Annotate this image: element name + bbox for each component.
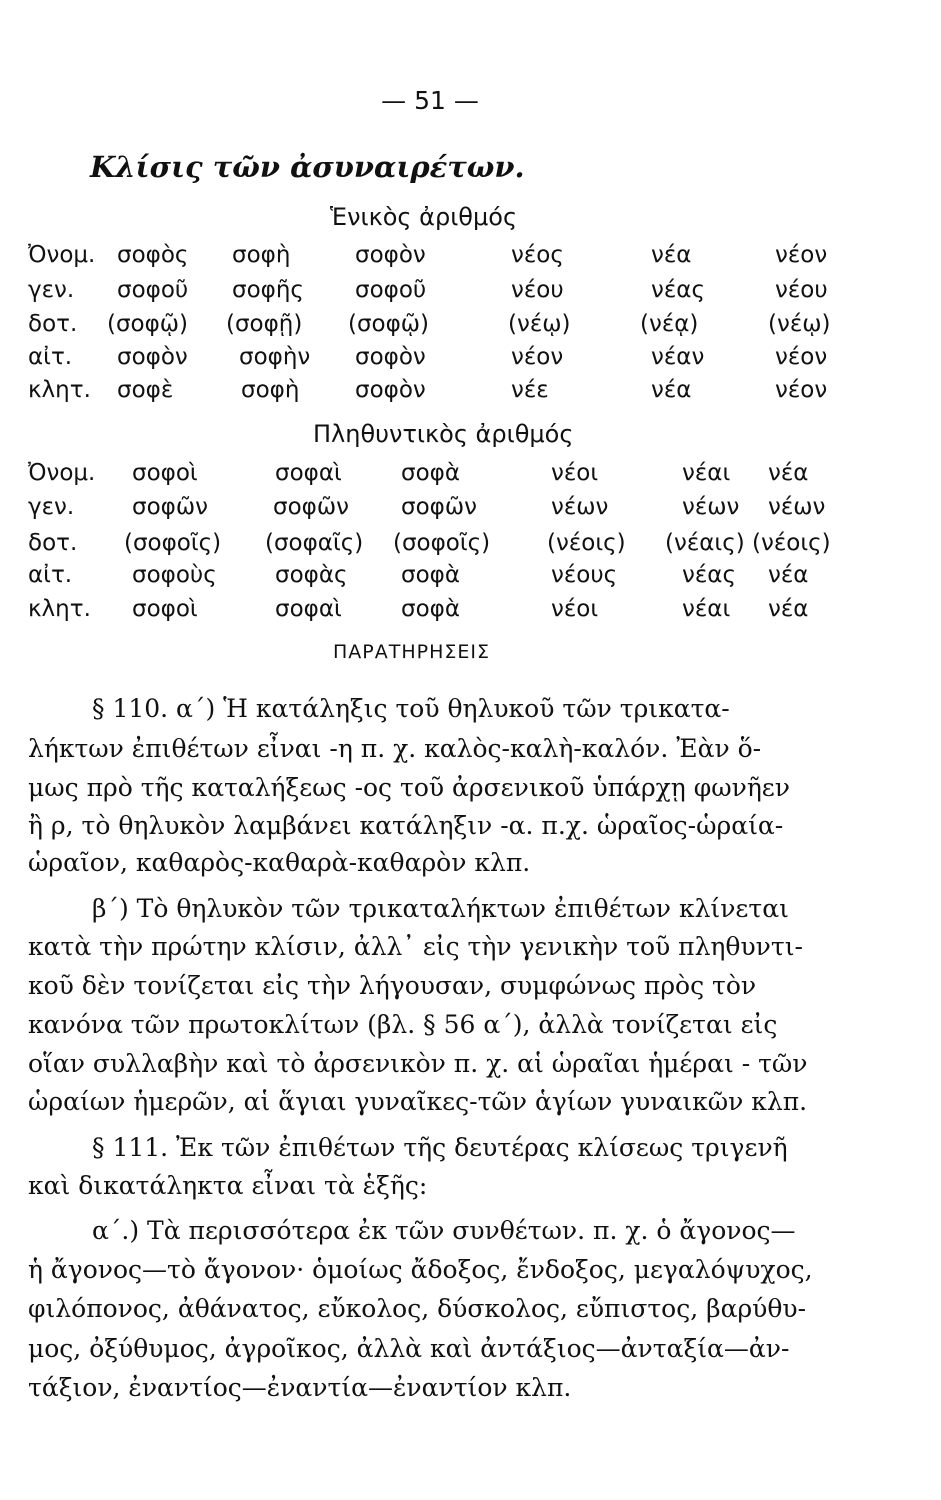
case-label: κλητ. [28, 377, 91, 403]
case-label: Ὀνομ. [28, 460, 96, 486]
table-cell: νέον [775, 242, 828, 268]
case-label: γεν. [28, 277, 75, 303]
table-cell: σοφὸν [355, 344, 426, 370]
table-cell: σοφοὶ [132, 596, 198, 622]
table-cell: σοφὰ [401, 596, 460, 622]
text-line: φιλόπονος, ἀθάνατος, εὔκολος, δύσκολος, εὔπιστος, βαρύθυ- [28, 1294, 807, 1323]
text-line: β΄) Τὸ θηλυκὸν τῶν τρικαταλήκτων ἐπιθέτων κλίνεται [92, 894, 789, 923]
table-cell: νέοι [551, 460, 599, 486]
table-cell: νέα [768, 460, 809, 486]
observations-heading: ΠΑΡΑΤΗΡΗΣΕΙΣ [333, 641, 490, 663]
text-line: καὶ δικατάληκτα εἶναι τὰ ἑξῆς: [28, 1171, 428, 1200]
table-cell: σοφὸν [117, 344, 188, 370]
table-cell: νέε [511, 377, 549, 403]
page-number: — 51 — [381, 86, 479, 115]
table-cell: νέον [775, 344, 828, 370]
table-cell: νέας [682, 562, 736, 588]
table-cell: σοφὴ [232, 242, 291, 268]
table-cell: σοφῶν [132, 494, 208, 520]
table-cell: σοφὲ [117, 377, 174, 403]
table-cell: σοφὴ [241, 377, 300, 403]
case-label: γεν. [28, 494, 75, 520]
text-line: κατὰ τὴν πρώτην κλίσιν, ἀλλ᾽ εἰς τὴν γενικὴν τοῦ πληθυντι- [28, 932, 803, 961]
table-cell: νέοι [551, 596, 599, 622]
table-cell: (νέαις) [665, 530, 745, 556]
text-line: τάξιον, ἐναντίος—ἐναντία—ἐναντίον κλπ. [28, 1373, 572, 1402]
table-cell: (σοφῷ) [348, 311, 430, 337]
table-cell: (σοφοῖς) [393, 530, 491, 556]
table-cell: νέαι [682, 596, 731, 622]
text-line: § 111. Ἐκ τῶν ἐπιθέτων τῆς δευτέρας κλίσεως τριγενῆ [92, 1133, 788, 1162]
table-cell: νέος [511, 242, 564, 268]
case-label: Ὀνομ. [28, 242, 96, 268]
text-line: οἵαν συλλαβὴν καὶ τὸ ἀρσενικὸν π. χ. αἱ ὡραῖαι ἡμέραι - τῶν [28, 1049, 808, 1078]
table-cell: σοφαὶ [275, 596, 342, 622]
table-cell: σοφῶν [401, 494, 477, 520]
case-label: αἰτ. [28, 562, 73, 588]
case-label: αἰτ. [28, 344, 73, 370]
table-cell: νέον [511, 344, 564, 370]
text-line: κανόνα τῶν πρωτοκλίτων (βλ. § 56 α΄), ἀλλὰ τονίζεται εἰς [28, 1010, 778, 1039]
table-cell: (νέοις) [547, 530, 626, 556]
table-cell: νέου [775, 277, 828, 303]
text-line: α΄.) Τὰ περισσότερα ἐκ τῶν συνθέτων. π. χ. ὁ ἄγονος— [92, 1216, 796, 1245]
table-cell: σοφὰ [401, 460, 460, 486]
table-cell: νέων [768, 494, 826, 520]
table-cell: (σοφαῖς) [265, 530, 364, 556]
table-cell: νέου [511, 277, 564, 303]
table-cell: (νέᾳ) [640, 311, 699, 337]
text-line: ἢ ρ, τὸ θηλυκὸν λαμβάνει κατάληξιν -α. π.χ. ὡραῖος-ὡραία- [28, 811, 784, 840]
table-cell: νέα [651, 242, 692, 268]
table-cell: σοφοὺς [132, 562, 217, 588]
text-line: ἡ ἄγονος—τὸ ἄγονον· ὁμοίως ἄδοξος, ἔνδοξος, μεγαλόψυχος, [28, 1255, 813, 1284]
table-cell: νέαν [651, 344, 705, 370]
table-cell: σοφὸν [355, 242, 426, 268]
table-cell: (σοφῷ) [107, 311, 189, 337]
table-cell: (νέῳ) [508, 311, 571, 337]
table-cell: σοφοῦ [355, 277, 427, 303]
table-cell: σοφῶν [273, 494, 349, 520]
table-cell: νέον [775, 377, 828, 403]
table-cell: νέους [551, 562, 618, 588]
table-cell: (νέοις) [752, 530, 831, 556]
text-line: μος, ὀξύθυμος, ἀγροῖκος, ἀλλὰ καὶ ἀντάξιος—ἀνταξία—ἀν- [28, 1334, 790, 1363]
text-line: μως πρὸ τῆς καταλήξεως -ος τοῦ ἀρσενικοῦ ὑπάρχῃ φωνῆεν [28, 773, 790, 802]
table-cell: σοφὰς [275, 562, 348, 588]
case-label: δοτ. [28, 311, 78, 337]
table-cell: (σοφῇ) [226, 311, 303, 337]
plural-caption: Πληθυντικὸς ἀριθμός [313, 420, 574, 448]
table-cell: σοφῆς [232, 277, 304, 303]
table-cell: σοφὸς [117, 242, 189, 268]
singular-caption: Ἑνικὸς ἀριθμός [330, 203, 518, 231]
section-title: Κλίσις τῶν ἀσυναιρέτων. [90, 150, 525, 184]
table-cell: σοφαὶ [275, 460, 342, 486]
table-cell: νέων [682, 494, 740, 520]
table-cell: (σοφοῖς) [124, 530, 222, 556]
text-line: § 110. α΄) Ἡ κατάληξις τοῦ θηλυκοῦ τῶν τρικατα- [92, 694, 730, 723]
table-cell: νέα [651, 377, 692, 403]
table-cell: νέα [768, 562, 809, 588]
table-cell: νέαι [682, 460, 731, 486]
table-cell: σοφοὶ [132, 460, 198, 486]
table-cell: νέας [651, 277, 705, 303]
text-line: κοῦ δὲν τονίζεται εἰς τὴν λήγουσαν, συμφώνως πρὸς τὸν [28, 971, 757, 1000]
text-line: ὡραῖον, καθαρὸς-καθαρὰ-καθαρὸν κλπ. [28, 848, 531, 877]
table-cell: σοφὴν [239, 344, 311, 370]
table-cell: σοφὰ [401, 562, 460, 588]
table-cell: (νέῳ) [768, 311, 831, 337]
table-cell: σοφοῦ [117, 277, 189, 303]
table-cell: νέων [551, 494, 609, 520]
text-line: λήκτων ἐπιθέτων εἶναι -η π. χ. καλὸς-καλὴ-καλόν. Ἐὰν ὅ- [28, 734, 762, 763]
case-label: δοτ. [28, 530, 78, 556]
case-label: κλητ. [28, 596, 91, 622]
table-cell: νέα [768, 596, 809, 622]
text-line: ὡραίων ἡμερῶν, αἱ ἅγιαι γυναῖκες-τῶν ἁγίων γυναικῶν κλπ. [28, 1087, 808, 1116]
table-cell: σοφὸν [355, 377, 426, 403]
